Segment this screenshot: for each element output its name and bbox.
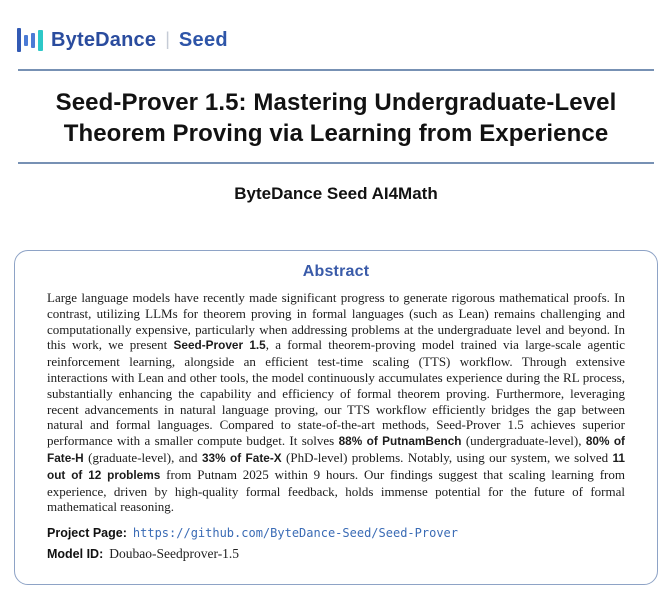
authors: ByteDance Seed AI4Math <box>234 184 438 203</box>
model-id-label: Model ID: <box>47 547 104 562</box>
logo-bar <box>38 30 43 51</box>
brand-name: ByteDance <box>51 28 157 51</box>
logo-bar <box>17 28 21 52</box>
abstract-text: Large language models have recently made significant progress to generate rigorous mathematical proofs. In contrast, utilizing LLMs for theorem proving in formal languages (such as Lean) remains challenging and computationally expensive, particularly when addressing problems at the undergraduate level and beyond. In this work, we present Seed-Prover 1.5, a formal theorem-proving model trained via large-scale agentic reinforcement learning, alongside an efficient test-time scaling (TTS) workflow. Through extensive interactions with Lean and other tools, the model continuously accumulates experience during the RL process, substantially enhancing the capability and efficiency of formal theorem proving. Furthermore, leveraging recent advancements in natural language proving, our TTS workflow efficiently bridges the gap between natural and formal languages. Compared to state-of-the-art methods, Seed-Prover 1.5 achieves superior performance with a smaller compute budget. It solves 88% of PutnamBench (undergraduate-level), 80% of Fate-H (graduate-level), and 33% of Fate-X (PhD-level) problems. Notably, using our system, we solved 11 out of 12 problems from Putnam 2025 within 9 hours. Our findings suggest that scaling learning from experience, driven by high-quality formal feedback, holds immense potential for the future of formal mathematical reasoning. <box>47 290 625 515</box>
logo-bar <box>31 33 35 48</box>
brand-divider: | <box>165 28 170 49</box>
project-page-row <box>47 524 625 542</box>
paper-title <box>0 87 672 149</box>
divider-rule-mid <box>18 162 654 164</box>
divider-rule-top <box>18 69 654 71</box>
logo-bar <box>24 35 28 46</box>
abstract-heading: Abstract <box>302 263 370 280</box>
paper-title-line2: Theorem Proving via Learning from Experience <box>63 120 609 147</box>
project-page-link[interactable]: https://github.com/ByteDance-Seed/Seed-Prover <box>132 526 458 541</box>
paper-meta <box>47 524 625 563</box>
model-id-value: Doubao-Seedprover-1.5 <box>109 546 240 562</box>
product-name: Seed <box>178 28 228 51</box>
bytedance-seed-logo <box>17 26 228 54</box>
abstract-box <box>14 250 658 585</box>
paper-title-line1: Seed-Prover 1.5: Mastering Undergraduate-Level <box>55 89 617 116</box>
project-page-label: Project Page: <box>47 526 127 541</box>
model-id-row <box>47 545 625 563</box>
bytedance-logo-icon <box>17 28 43 52</box>
